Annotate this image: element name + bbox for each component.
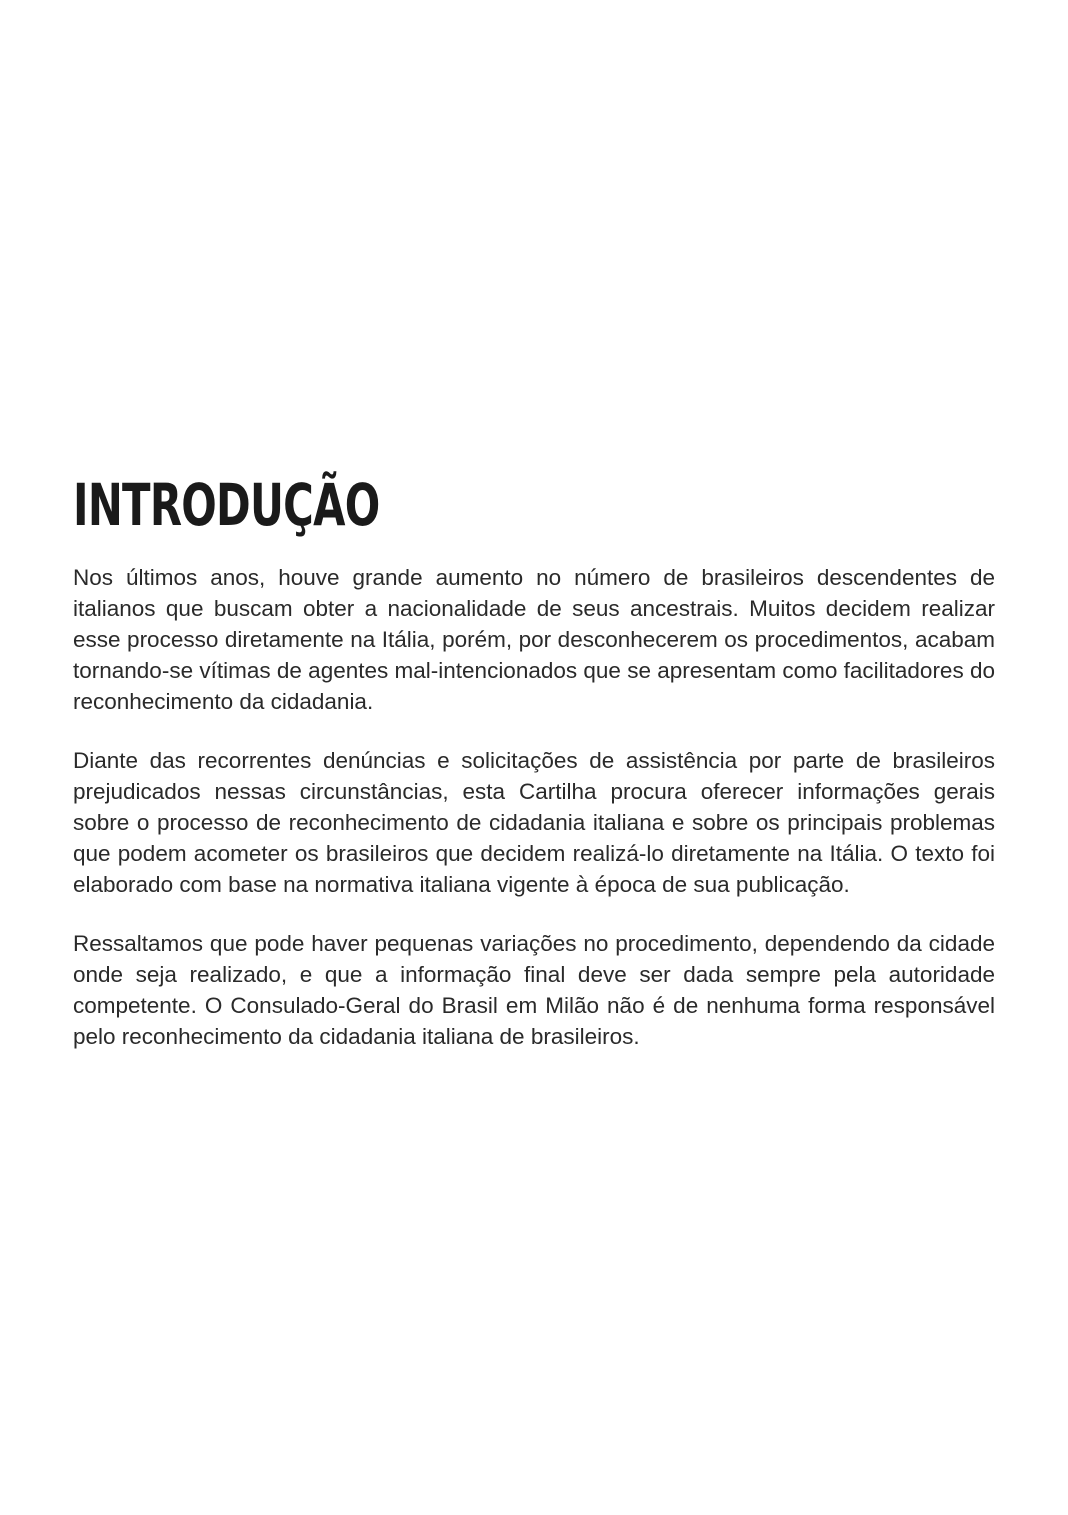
paragraph-2: Diante das recorrentes denúncias e solicitações de assistência por parte de brasileiros prejudicados nessas circunstâncias, esta Cartilha procura oferecer informações gerais sobre o processo de reconhecimento de cidadania italiana e sobre os principais problemas que podem acometer os brasileiros que decidem realizá-lo diretamente na Itália. O texto foi elaborado com base na normativa italiana vigente à época de sua publicação. xyxy=(73,748,995,897)
section-heading: INTRODUÇÃO xyxy=(73,471,380,539)
paragraph-3: Ressaltamos que pode haver pequenas variações no procedimento, dependendo da cidade onde seja realizado, e que a informação final deve ser dada sempre pela autoridade competente. O Consulado-Geral do Brasil em Milão não é de nenhuma forma responsável pelo reconhecimento da cidadania italiana de brasileiros. xyxy=(73,931,995,1049)
introduction-section xyxy=(73,470,995,1080)
paragraph-1: Nos últimos anos, houve grande aumento no número de brasileiros descendentes de italianos que buscam obter a nacionalidade de seus ancestrais. Muitos decidem realizar esse processo diretamente na Itália, porém, por desconhecerem os procedimentos, acabam tornando-se vítimas de agentes mal-intencionados que se apresentam como facilitadores do reconhecimento da cidadania. xyxy=(73,565,995,714)
